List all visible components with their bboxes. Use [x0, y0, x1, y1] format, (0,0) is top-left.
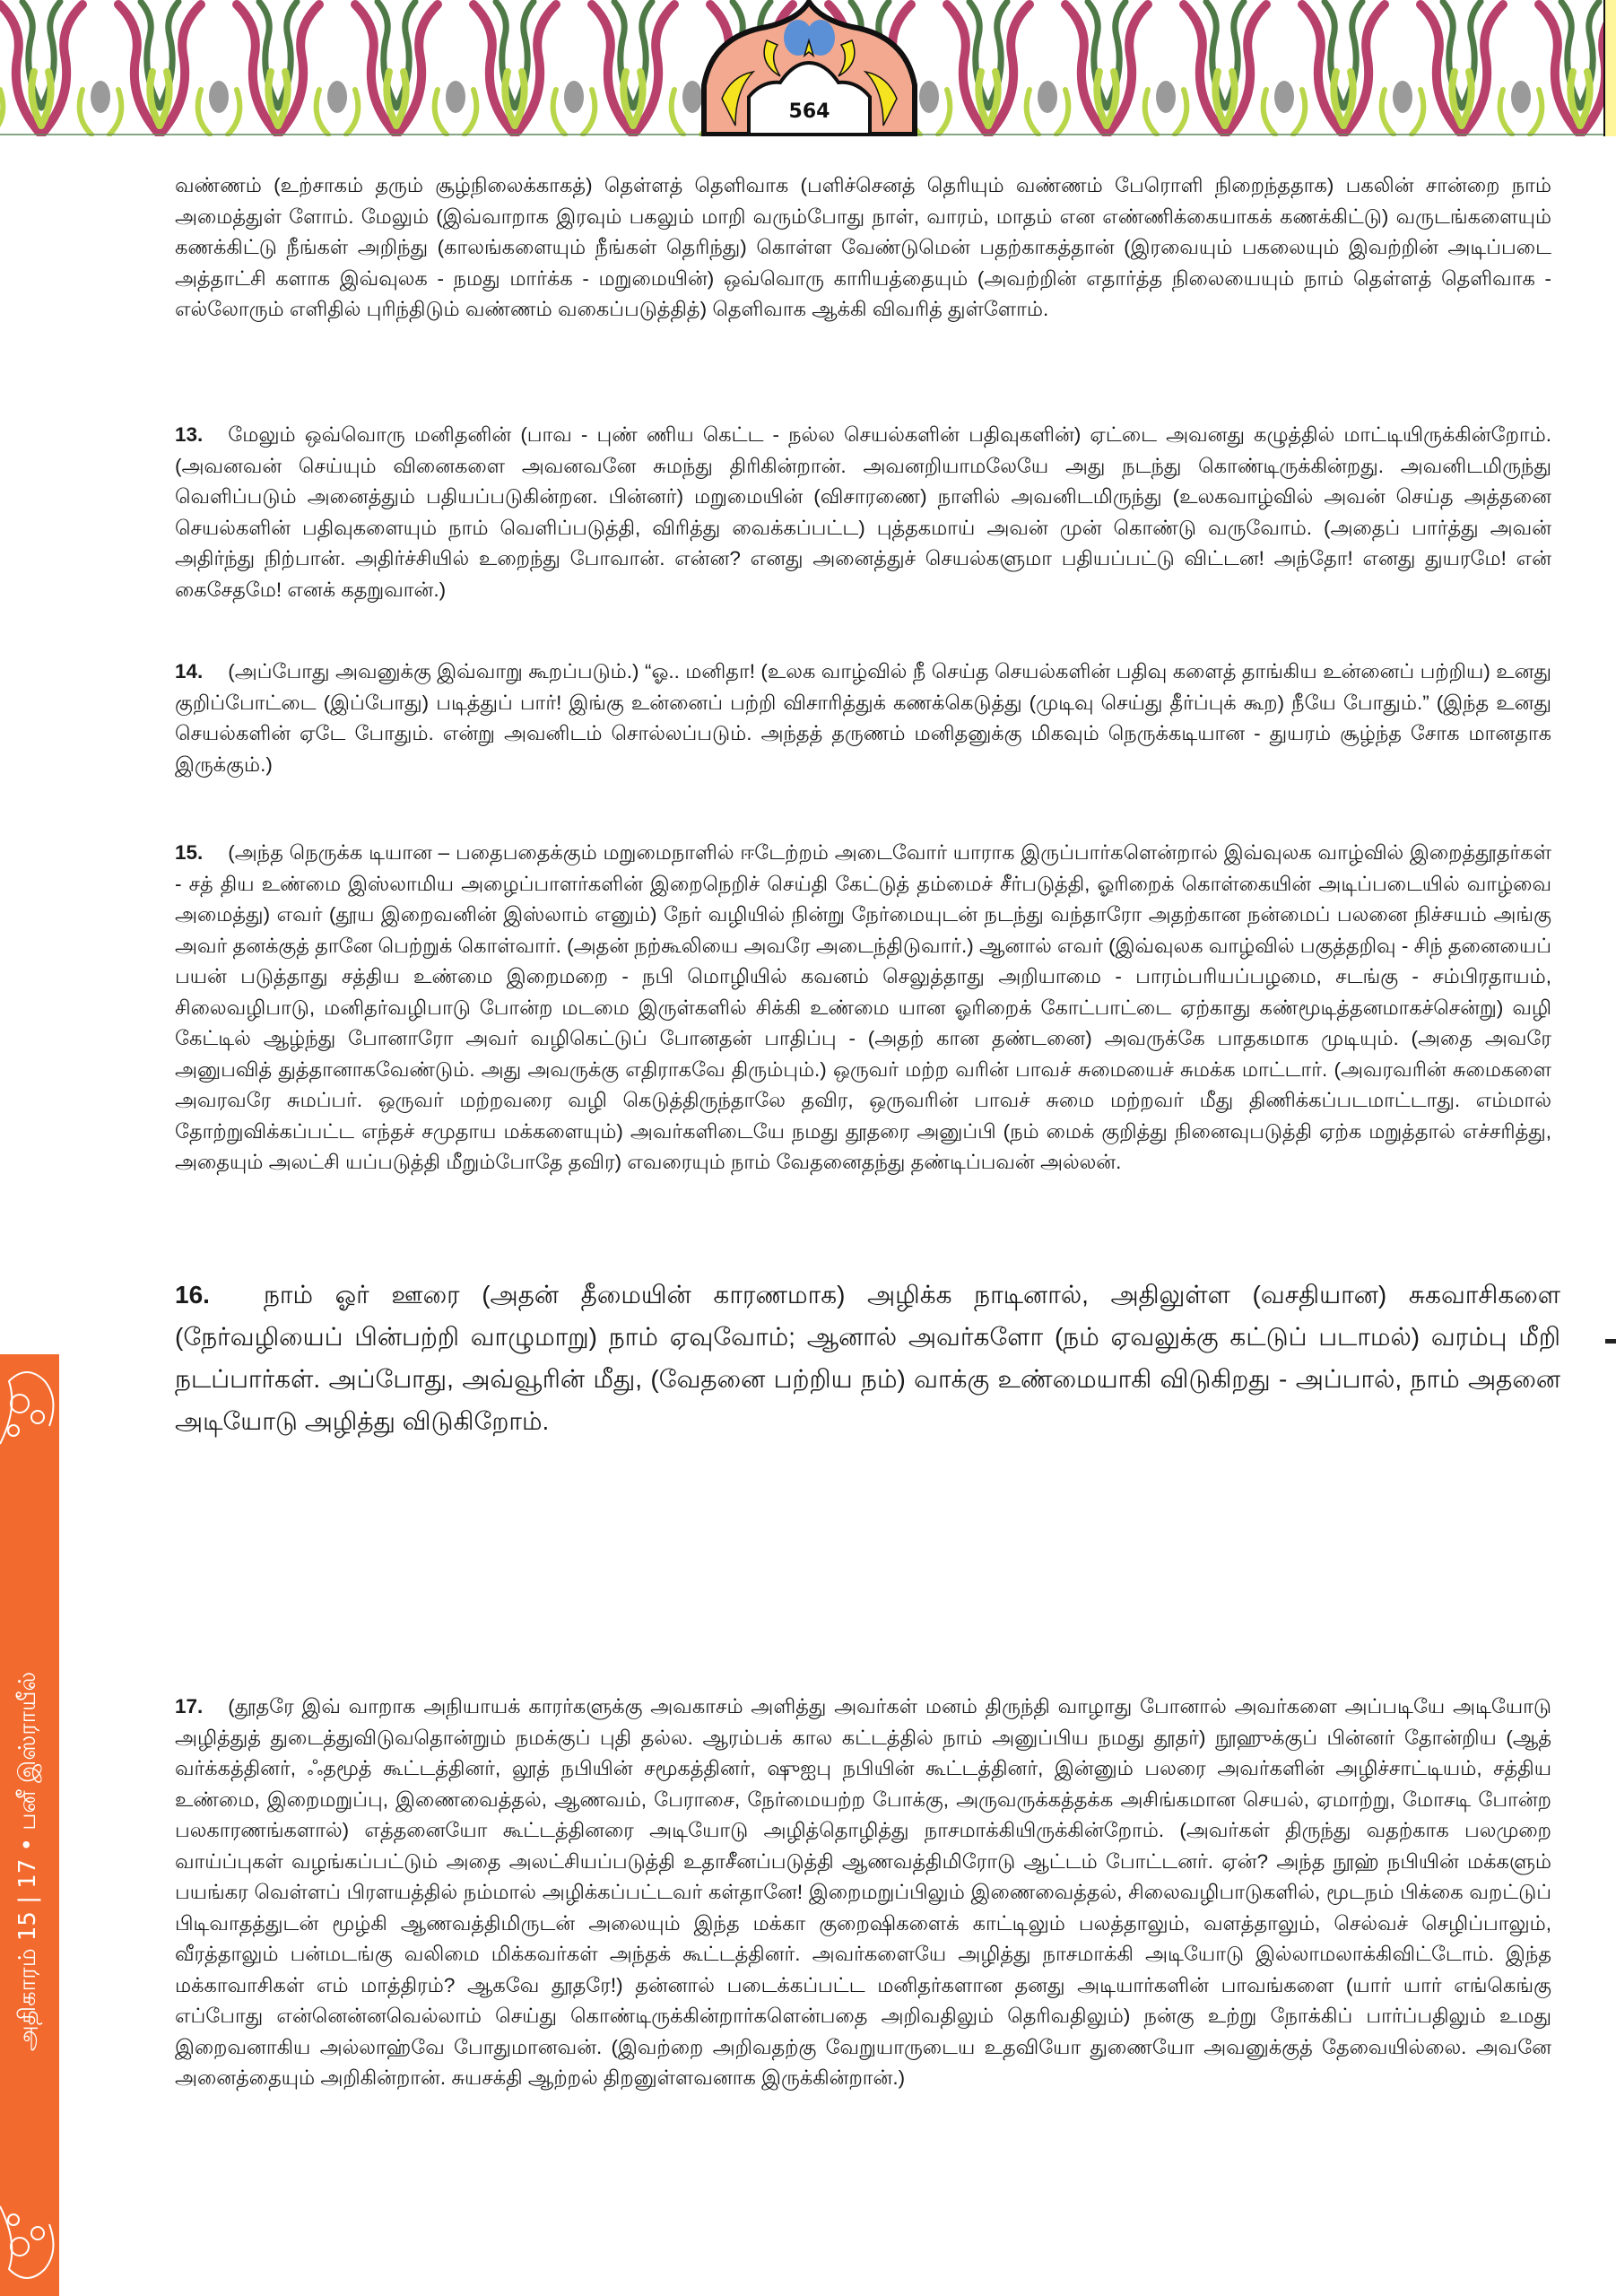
side-tab-label: அதிகாரம் 15 | 17 • பனீ இஸ்ராயீல் — [14, 1671, 42, 2051]
bulb-ornament — [1156, 81, 1176, 113]
verse-15 — [175, 838, 1551, 1178]
margin-marker — [1605, 1339, 1616, 1344]
lace-ornament-icon — [0, 2197, 59, 2296]
floral-motif — [1175, 2, 1294, 135]
bulb-ornament — [209, 81, 229, 113]
paragraph-text: வண்ணம் (உற்சாகம் தரும் சூழ்நிலைக்காகத்) தெள்ளத் தெளிவாக (பளிச்செனத் தெரியும் வண்ணம் பேரொளி நிறைந்ததாக) பகலின் சான்றை நாம் அமைத்துள் ளோம். மேலும் (இவ்வாறாக இரவும் பகலும் மாறி வரும்போது நாள், வாரம், மாதம் என எண்ணிக்கையாகக் கணக்கிட்டு) வருடங்களையும் கணக்கிட்டு நீங்கள் அறிந்து (காலங்களையும் நீங்கள் தெரிந்து) கொள்ள வேண்டுமென் பதற்காகத்தான் (இரவையும் பகலையும் இவற்றின் அடிப்படை அத்தாட்சி களாக இவ்வுலக - நமது மார்க்க - மறுமையின்) ஒவ்வொரு காரியத்தையும் (அவற்றின் எதார்த்த நிலையையும் நாம் தெள்ளத் தெளிவாக - எல்லோரும் எளிதில் புரிந்திடும் வண்ணம் வகைப்படுத்தித்) தெளிவாக ஆக்கி விவரித் துள்ளோம். — [175, 174, 1551, 320]
page-number-arch — [695, 0, 924, 136]
bulb-ornament — [327, 81, 347, 113]
floral-motif — [1293, 2, 1412, 135]
verse-17 — [175, 1692, 1551, 2094]
bulb-ornament — [446, 81, 465, 113]
floral-motif — [938, 2, 1057, 135]
verse-number: 14. — [175, 660, 204, 683]
side-tab-label-wrap — [0, 1489, 59, 2233]
header-ornament-band — [0, 0, 1616, 136]
bulb-ornament — [1393, 81, 1412, 113]
bulb-ornament — [1038, 81, 1057, 113]
paragraph-text: (தூதரே இவ் வாறாக அநியாயக் காரர்களுக்கு அவகாசம் அளித்து அவர்கள் மனம் திருந்தி வாழாது போனால் அவர்களை அப்படியே அடியோடு அழித்துத் துடைத்துவிடுவதொன்றும் நமக்குப் புதி தல்ல. ஆரம்பக் கால கட்டத்தில் நாம் அனுப்பிய நமது தூதர்) நூஹுக்குப் பின்னர் தோன்றிய (ஆத் வர்க்கத்தினர், ஃதமூத் கூட்டத்தினர், லூத் நபியின் சமூகத்தினர், ஷுஐபு நபியின் கூட்டத்தினர், இன்னும் பலரை அவர்களின் அழிச்சாட்டியம், சத்திய உண்மை, இறைமறுப்பு, இணைவைத்தல், ஆணவம், பேராசை, நேர்மையற்ற போக்கு, அருவருக்கத்தக்க அசிங்கமான செயல், ஏமாற்று, மோசடி போன்ற பலகாரணங்களால்) எத்தனையோ கூட்டத்தினரை அடியோடு அழித்தொழித்து நாசமாக்கியிருக்கின்றோம். (அவர்கள் திருந்து வதற்காக பலமுறை வாய்ப்புகள் வழங்கப்பட்டும் அதை அலட்சியப்படுத்தி உதாசீனப்படுத்தி ஆணவத்திமிரோடு ஆட்டம் போட்டனர். ஏன்? அந்த நூஹ் நபியின் மக்களும் பயங்கர வெள்ளப் பிரளயத்தில் நம்மால் அழிக்கப்பட்டவர் கள்தானே! இறைமறுப்பிலும் இணைவைத்தல், சிலைவழிபாடுகளில், மூடநம் பிக்கை வறட்டுப் பிடிவாதத்துடன் மூழ்கி ஆணவத்திமிருடன் அலையும் இந்த மக்கா குறைஷிகளைக் காட்டிலும் பலத்தாலும், வளத்தாலும், செல்வச் செழிப்பாலும், வீரத்தாலும் பன்மடங்கு வலிமை மிக்கவர்கள் அந்தக் கூட்டத்தினர். அவர்களையே அழித்து நாசமாக்கி அடியோடு இல்லாமலாக்கிவிட்டோம். இந்த மக்காவாசிகள் எம் மாத்திரம்? ஆகவே தூதரே!) தன்னால் படைக்கப்பட்ட மனிதர்களான தனது அடியார்களின் பாவங்களை (யார் யார் எங்கெங்கு எப்போது என்னென்னவெல்லாம் செய்து கொண்டிருக்கின்றார்களென்பதை அறிவதிலும் தெரிவதிலும்) நன்கு உற்று நோக்கிப் பார்ப்பதிலும் உமது இறைவனாகிய அல்லாஹ்வே போதுமானவன். (இவற்றை அறிவதற்கு வேறுயாருடைய உதவியோ துணையோ அவனுக்குத் தேவையில்லை. அவனே அனைத்தையும் அறிகின்றான். சுயசக்தி ஆற்றல் திறனுள்ளவனாக இருக்கின்றான்.) — [175, 1695, 1551, 2089]
verse-16 — [175, 1274, 1560, 1442]
floral-motif — [228, 2, 347, 135]
floral-motif — [346, 2, 465, 135]
paragraph-continuation — [175, 170, 1551, 326]
paragraph-text: மேலும் ஒவ்வொரு மனிதனின் (பாவ - புண் ணிய கெட்ட - நல்ல செயல்களின் பதிவுகளின்) ஏட்டை அவனது கழுத்தில் மாட்டியிருக்கின்றோம். (அவனவன் செய்யும் வினைகளை அவனவனே சுமந்து திரிகின்றான். அவனறியாமலேயே அது நடந்து கொண்டிருக்கின்றது. அவனிடமிருந்து வெளிப்படும் அனைத்தும் பதியப்படுகின்றன. பின்னர்) மறுமையின் (விசாரணை) நாளில் அவனிடமிருந்து (உலகவாழ்வில் அவன் செய்த அத்தனை செயல்களின் பதிவுகளையும் நாம் வெளிப்படுத்தி, விரித்து வைக்கப்பட்ட) புத்தகமாய் அவன் முன் கொண்டு வருவோம். (அதைப் பார்த்து அவன் அதிர்ந்து நிற்பான். அதிர்ச்சியில் உறைந்து போவான். என்ன? எனது அனைத்துச் செயல்களுமா பதியப்பட்டு விட்டன! அந்தோ! எனது துயரமே! என் கைசேதமே! எனக் கதறுவான்.) — [175, 423, 1551, 601]
bulb-ornament — [1511, 81, 1531, 113]
lace-ornament-icon — [0, 1354, 59, 1453]
verse-13 — [175, 420, 1551, 605]
page-number: 564 — [788, 100, 830, 123]
corner-ornament — [1603, 0, 1616, 136]
verse-number: 15. — [175, 841, 204, 864]
floral-motif — [0, 2, 110, 135]
verse-number: 16. — [175, 1281, 210, 1309]
bulb-ornament — [1274, 81, 1294, 113]
floral-motif — [583, 2, 702, 135]
bulb-ornament — [91, 81, 110, 113]
verse-14 — [175, 657, 1551, 780]
paragraph-text: நாம் ஓர் ஊரை (அதன் தீமையின் காரணமாக) அழிக்க நாடினால், அதிலுள்ள (வசதியான) சுகவாசிகளை (நேர்வழியைப் பின்பற்றி வாழுமாறு) நாம் ஏவுவோம்; ஆனால் அவர்களோ (நம் ஏவலுக்கு கட்டுப் படாமல்) வரம்பு மீறி நடப்பார்கள். அப்போது, அவ்வூரின் மீது, (வேதனை பற்றிய நம்) வாக்கு உண்மையாகி விடுகிறது - அப்பால், நாம் அதனை அடியோடு அழித்து விடுகிறோம். — [175, 1281, 1560, 1435]
chapter-side-tab — [0, 1354, 59, 2296]
verse-number: 17. — [175, 1695, 204, 1718]
verse-number: 13. — [175, 423, 204, 446]
paragraph-text: (அப்போது அவனுக்கு இவ்வாறு கூறப்படும்.) “ஓ.. மனிதா! (உலக வாழ்வில் நீ செய்த செயல்களின் பதிவு களைத் தாங்கிய உன்னைப் பற்றிய) உனது குறிப்போட்டை (இப்போது) படித்துப் பார்! இங்கு உன்னைப் பற்றி விசாரித்துக் கணக்கெடுத்து (முடிவு செய்து தீர்ப்புக் கூற) நீயே போதும்.” (இந்த உனது செயல்களின் ஏடே போதும். என்று அவனிடம் சொல்லப்படும். அந்தத் தருணம் மனிதனுக்கு மிகவும் நெருக்கடியான - துயரம் சூழ்ந்த சோக மானதாக இருக்கும்.) — [175, 660, 1551, 776]
floral-motif — [1412, 2, 1531, 135]
bulb-ornament — [564, 81, 584, 113]
paragraph-text: (அந்த நெருக்க டியான – பதைபதைக்கும் மறுமைநாளில் ஈடேற்றம் அடைவோர் யாராக இருப்பார்களென்றால் இவ்வுலக வாழ்வில் இறைத்தூதர்கள் - சத் திய உண்மை இஸ்லாமிய அழைப்பாளர்களின் இறைநெறிச் செய்தி கேட்டுத் தம்மைச் சீர்படுத்தி, ஓரிறைக் கொள்கையின் அடிப்படையில் வாழ்வை அமைத்து) எவர் (தூய இறைவனின் இஸ்லாம் எனும்) நேர் வழியில் நின்று நேர்மையுடன் நடந்து வந்தாரோ அதற்கான நன்மைப் பலனை நிச்சயம் அங்கு அவர் தனக்குத் தானே பெற்றுக் கொள்வார். (அதன் நற்கூலியை அவரே அடைந்திடுவார்.) ஆனால் எவர் (இவ்வுலக வாழ்வில் பகுத்தறிவு - சிந் தனையைப் பயன் படுத்தாது சத்திய உண்மை இறைமறை - நபி மொழியில் கவனம் செலுத்தாது அறியாமை - பாரம்பரியப்பழமை, சடங்கு - சம்பிரதாயம், சிலைவழிபாடு, மனிதர்வழிபாடு போன்ற மடமை இருள்களில் சிக்கி உண்மை யான ஓரிறைக் கோட்பாட்டை ஏற்காது கண்மூடித்தனமாகச்சென்று) வழி கேட்டில் ஆழ்ந்து போனாரோ அவர் வழிகெட்டுப் போனதன் பாதிப்பு - (அதற் கான தண்டனை) அவருக்கே பாதகமாக முடியும். (அதை அவரே அனுபவித் துத்தானாகவேண்டும். அது அவருக்கு எதிராகவே திரும்பும்.) ஒருவர் மற்ற வரின் பாவச் சுமையைச் சுமக்க மாட்டார். (அவரவரின் சுமைகளை அவரவரே சுமப்பர். ஒருவர் மற்றவரை வழி கெடுத்திருந்தாலே தவிர, ஒருவரின் பாவச் சுமை மற்றவர் மீது திணிக்கப்படமாட்டாது. எம்மால் தோற்றுவிக்கப்பட்ட எந்தச் சமுதாய மக்களையும்) அவர்களிடையே நமது தூதரை அனுப்பி (நம் மைக் குறித்து நினைவுபடுத்தி ஏற்க மறுத்தால் எச்சரித்து, அதையும் அலட்சி யப்படுத்தி மீறும்போதே தவிர) எவரையும் நாம் வேதனைதந்து தண்டிப்பவன் அல்லன். — [175, 841, 1551, 1173]
floral-motif — [465, 2, 584, 135]
floral-motif — [1056, 2, 1176, 135]
floral-motif — [109, 2, 229, 135]
